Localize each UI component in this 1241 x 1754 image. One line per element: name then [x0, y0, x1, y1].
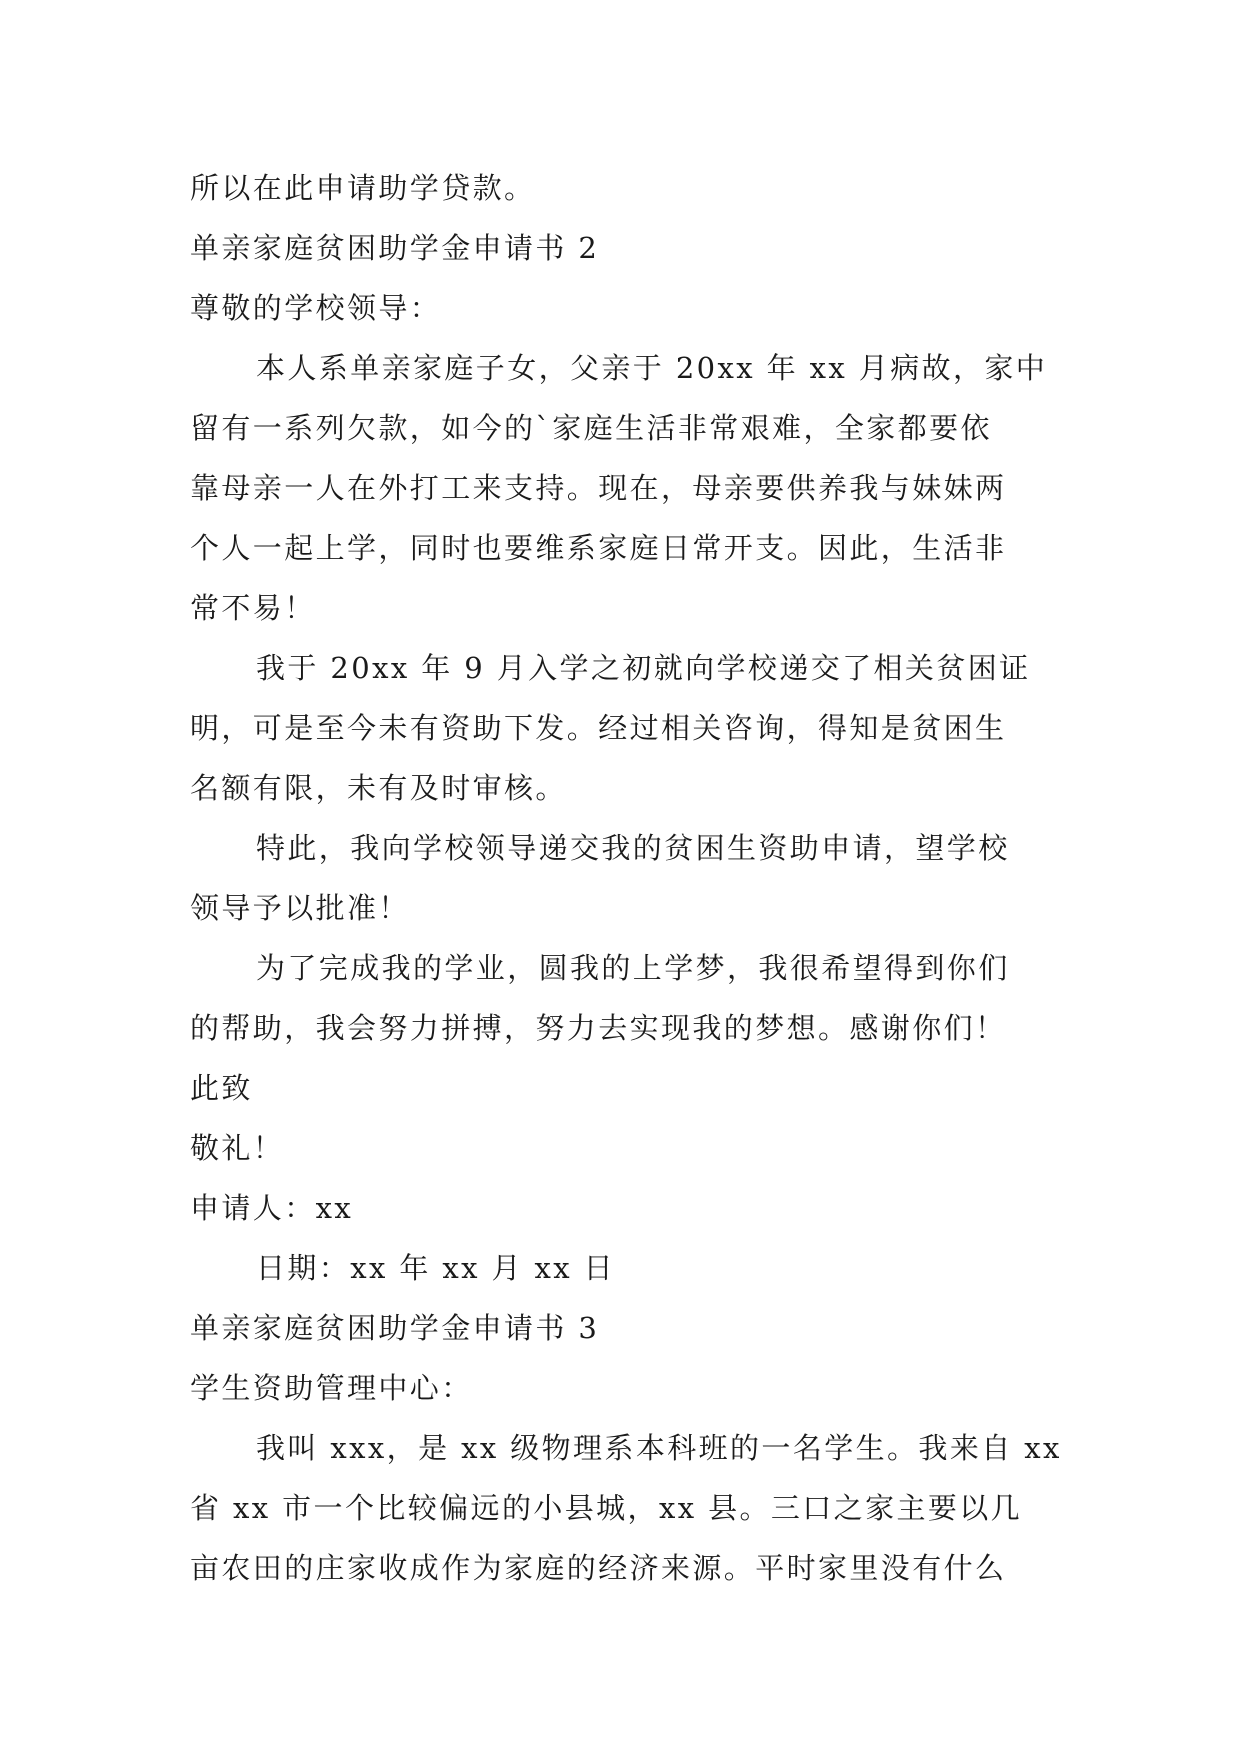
- closing-line: 此致: [190, 1071, 253, 1105]
- text-line: 常不易！: [190, 591, 316, 625]
- text-line: 明，可是至今未有资助下发。经过相关咨询，得知是贫困生: [190, 711, 1007, 745]
- text-line: 所以在此申请助学贷款。: [190, 171, 536, 205]
- text-line: 特此，我向学校领导递交我的贫困生资助申请，望学校: [256, 831, 1010, 865]
- section-title: 单亲家庭贫困助学金申请书 2: [190, 231, 600, 265]
- text-line: 靠母亲一人在外打工来支持。现在，母亲要供养我与妹妹两: [190, 471, 1007, 505]
- applicant-line: 申请人：xx: [190, 1191, 354, 1225]
- text-line: 的帮助，我会努力拼搏，努力去实现我的梦想。感谢你们！: [190, 1011, 1007, 1045]
- date-line: 日期：xx 年 xx 月 xx 日: [256, 1251, 616, 1285]
- text-line: 为了完成我的学业，圆我的上学梦，我很希望得到你们: [256, 951, 1010, 985]
- salutation: 学生资助管理中心：: [190, 1371, 473, 1405]
- text-line: 个人一起上学，同时也要维系家庭日常开支。因此，生活非: [190, 531, 1007, 565]
- text-line: 亩农田的庄家收成作为家庭的经济来源。平时家里没有什么: [190, 1551, 1007, 1585]
- text-line: 我叫 xxx，是 xx 级物理系本科班的一名学生。我来自 xx: [256, 1431, 1062, 1465]
- section-title: 单亲家庭贫困助学金申请书 3: [190, 1311, 600, 1345]
- text-line: 省 xx 市一个比较偏远的小县城，xx 县。三口之家主要以几: [190, 1491, 1023, 1525]
- closing-line: 敬礼！: [190, 1131, 285, 1165]
- text-line: 领导予以批准！: [190, 891, 410, 925]
- text-line: 名额有限，未有及时审核。: [190, 771, 567, 805]
- text-line: 我于 20xx 年 9 月入学之初就向学校递交了相关贫困证: [256, 651, 1031, 685]
- text-line: 本人系单亲家庭子女，父亲于 20xx 年 xx 月病故，家中: [256, 351, 1048, 385]
- salutation: 尊敬的学校领导：: [190, 291, 442, 325]
- document-body: [190, 158, 1062, 1598]
- text-line: 留有一系列欠款，如今的`家庭生活非常艰难，全家都要依: [190, 411, 992, 445]
